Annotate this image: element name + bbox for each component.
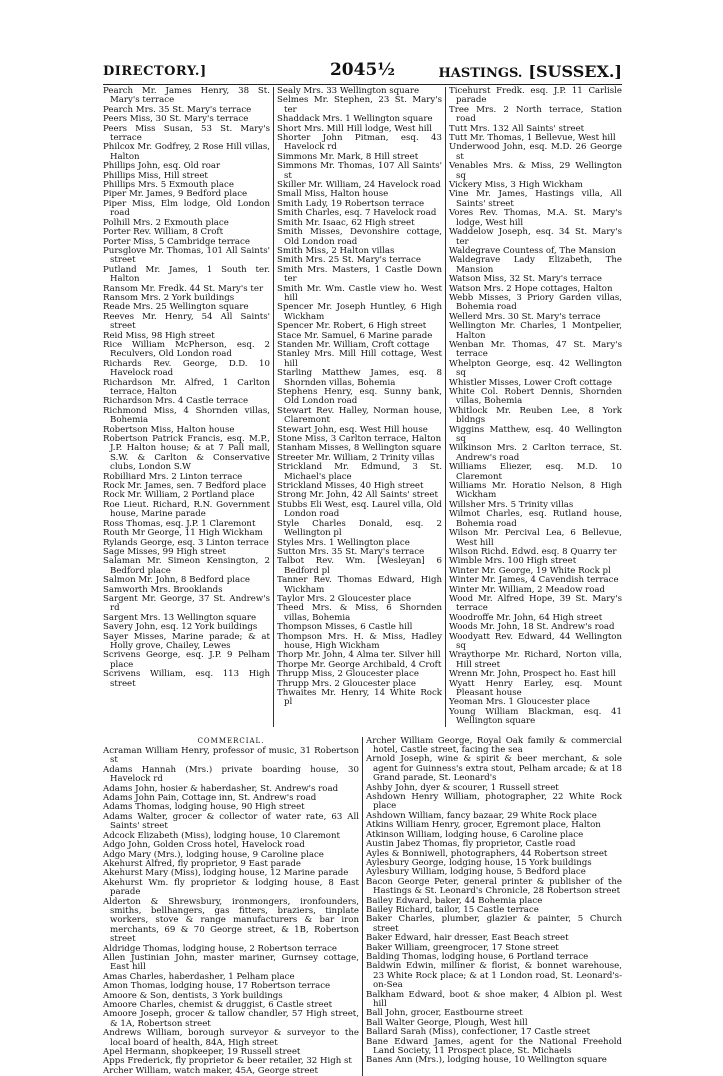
directory-entry: Thorpe Mr. George Archibald, 4 Croft: [277, 659, 442, 670]
directory-entry: Wiggins Matthew, esq. 40 Wellington sq: [449, 424, 622, 445]
commercial-list-left: [103, 747, 359, 1076]
directory-entry: Ransom Mr. Fredk. 44 St. Mary's ter: [103, 283, 264, 294]
directory-entry: Reade Mrs. 25 Wellington square: [103, 302, 249, 313]
directory-entry: Talbot Rev. Wm. [Wesleyan] 6 Bedford pl: [277, 556, 442, 576]
directory-entry: Thompson Mrs. H. & Miss, Hadley house, High Wickham: [277, 631, 442, 651]
directory-entry: Waldegrave Countess of, The Mansion: [449, 245, 616, 256]
directory-entry: Spencer Mr. Robert, 6 High street: [277, 321, 427, 332]
directory-entry: Sargent Mr. George, 37 St. Andrew's rd: [103, 593, 270, 614]
directory-entry: Rock Mr. William, 2 Portland place: [103, 490, 255, 501]
directory-entry: Richards Rev. George, D.D. 10 Havelock road: [103, 358, 270, 379]
directory-entry: Woods Mr. John, 18 St. Andrew's road: [449, 622, 615, 633]
directory-entry: Adcock Elizabeth (Miss), lodging house, 10 Claremont: [103, 830, 340, 841]
directory-entry: Yeoman Mrs. 1 Gloucester place: [449, 697, 590, 708]
directory-entry: Pearch Mrs. 35 St. Mary's terrace: [103, 104, 252, 115]
directory-entry: Ransom Mrs. 2 York buildings: [103, 292, 235, 303]
directory-entry: Sage Misses, 99 High street: [103, 546, 226, 557]
town-name: HASTINGS.: [438, 66, 523, 81]
directory-entry: Simmons Mr. Thomas, 107 All Saints' st: [277, 161, 442, 181]
directory-entry: Williams Mr. Horatio Nelson, 8 High Wickham: [449, 481, 622, 501]
directory-entry: Polhill Mrs. 2 Exmouth place: [103, 217, 229, 228]
directory-entry: Taylor Mrs. 2 Gloucester place: [277, 593, 412, 604]
directory-entry: Adams John Pain, Cottage inn, St. Andrew's road: [103, 793, 317, 804]
directory-entry: Sayer Misses, Marine parade; & at Holly grove, Chailey, Lewes: [103, 631, 270, 651]
residents-column-3: [445, 87, 622, 727]
directory-entry: Sealy Mrs. 33 Wellington square: [277, 86, 420, 96]
commercial-column-2: [362, 737, 622, 1076]
directory-entry: Wilkinson Mrs. 2 Carlton terrace, St. Andrew's road: [449, 443, 622, 463]
directory-entry: Smith Mrs. Masters, 1 Castle Down ter: [277, 264, 442, 285]
directory-entry: Smith Mr. Wm. Castle view ho. West hill: [277, 283, 442, 303]
directory-entry: Ashdown Henry William, photographer, 22 White Rock place: [366, 792, 622, 812]
directory-entry: Thwaites Mr. Henry, 14 White Rock pl: [277, 688, 442, 708]
commercial-list-right: [366, 737, 622, 1066]
directory-entry: Skiller Mr. William, 24 Havelock road: [277, 180, 441, 191]
directory-entry: Stanley Mrs. Mill Hill cottage, West hill: [277, 349, 442, 369]
directory-entry: Balkham Edward, boot & shoe maker, 4 Albion pl. West hill: [366, 989, 622, 1009]
directory-entry: Wraythorpe Mr. Richard, Norton villa, Hill street: [449, 650, 622, 670]
directory-entry: Amoore & Son, dentists, 3 York buildings: [103, 990, 283, 1001]
directory-entry: Ross Thomas, esq. J.P. 1 Claremont: [103, 518, 256, 529]
residents-column-2: [273, 87, 445, 727]
directory-entry: Andrews William, borough surveyor & surveyor to the local board of health, 84A, High street: [103, 1028, 359, 1048]
directory-entry: Banes Ann (Mrs.), lodging house, 10 Wellington square: [366, 1055, 607, 1066]
county-name: [SUSSEX.]: [528, 62, 622, 81]
directory-entry: Wood Mr. Alfred Hope, 39 St. Mary's terrace: [449, 593, 622, 614]
directory-entry: Aldridge Thomas, lodging house, 2 Robertson terrace: [103, 943, 337, 954]
directory-entry: Amoore Charles, chemist & druggist, 6 Castle street: [103, 1000, 333, 1010]
directory-entry: Vickery Miss, 3 High Wickham: [449, 180, 583, 191]
directory-entry: Robertson Patrick Francis, esq. M.P., J.P. Halton house; & at 7 Pall mall, S.W. & Carlton & Conservative clubs, London S.W: [103, 434, 270, 473]
directory-entry: Amoore Joseph, grocer & tallow chandler, 57 High street, & 1A, Robertson street: [103, 1009, 359, 1029]
directory-entry: Smith Mrs. 25 St. Mary's terrace: [277, 255, 421, 266]
directory-entry: Phillips John, esq. Old roar: [103, 161, 221, 172]
directory-entry: Reid Miss, 98 High street: [103, 330, 215, 341]
directory-entry: Stanham Misses, 8 Wellington square: [277, 443, 442, 454]
directory-entry: Watson Miss, 32 St. Mary's terrace: [449, 274, 602, 285]
directory-entry: Scrivens William, esq. 113 High street: [103, 669, 270, 689]
directory-entry: Thrupp Mrs. 2 Gloucester place: [277, 678, 416, 689]
directory-entry: Smith Miss, 2 Halton villas: [277, 245, 395, 256]
directory-entry: Ballard Sarah (Miss), confectioner, 17 Castle street: [366, 1027, 591, 1038]
directory-entry: Robertson Miss, Halton house: [103, 424, 235, 435]
directory-entry: Underwood John, esq. M.D. 26 George st: [449, 142, 622, 162]
directory-entry: Winter Mr. James, 4 Cavendish terrace: [449, 575, 619, 586]
directory-entry: Wilmot Charles, esq. Rutland house, Bohemia road: [449, 509, 622, 529]
directory-entry: Smith Misses, Devonshire cottage, Old London road: [277, 227, 442, 247]
directory-entry: Salaman Mr. Simeon Kensington, 2 Bedford place: [103, 556, 270, 576]
directory-entry: Theed Mrs. & Miss, 6 Shornden villas, Bohemia: [277, 603, 442, 623]
directory-entry: Reeves Mr. Henry, 54 All Saints' street: [103, 311, 270, 332]
directory-entry: Simmons Mr. Mark, 8 Hill street: [277, 151, 419, 162]
directory-entry: Savery John, esq. 12 York buildings: [103, 622, 258, 633]
directory-entry: Wilson Richd. Edwd. esq. 8 Quarry ter: [449, 546, 617, 557]
directory-entry: Porter Rev. William, 8 Croft: [103, 227, 224, 238]
directory-entry: Adams Hannah (Mrs.) private boarding house, 30 Havelock rd: [103, 764, 359, 785]
directory-entry: Richardson Mr. Alfred, 1 Carlton terrace, Halton: [103, 377, 270, 397]
directory-entry: Stone Miss, 3 Carlton terrace, Halton: [277, 434, 442, 445]
directory-entry: Ticehurst Fredk. esq. J.P. 11 Carlisle parade: [449, 86, 622, 106]
directory-entry: Wellerd Mrs. 30 St. Mary's terrace: [449, 311, 601, 322]
directory-entry: Strickland Mr. Edmund, 3 St. Michael's place: [277, 462, 442, 482]
commercial-column-1: [103, 737, 362, 1076]
directory-entry: Pursglove Mr. Thomas, 101 All Saints' street: [103, 245, 270, 266]
directory-entry: Bacon George Peter, general printer & publisher of the Hastings & St. Leonard's Chronicle, 28 Robertson street: [366, 876, 622, 897]
directory-entry: Watson Mrs. 2 Hope cottages, Halton: [449, 283, 613, 294]
directory-entry: Venables Mrs. & Miss, 29 Wellington sq: [449, 161, 622, 181]
directory-entry: Phillips Mrs. 5 Exmouth place: [103, 180, 234, 191]
directory-entry: Strong Mr. John, 42 All Saints' street: [277, 490, 438, 501]
directory-entry: Baldwin Edwin, milliner & florist, & bonnet warehouse, 23 White Rock place; & at 1 London road, St. Leonard's-on-Sea: [366, 961, 622, 991]
directory-entry: Ashby John, dyer & scourer, 1 Russell street: [366, 782, 559, 793]
directory-entry: Whelpton George, esq. 42 Wellington sq: [449, 358, 622, 379]
directory-entry: Peers Miss Susan, 53 St. Mary's terrace: [103, 123, 270, 144]
directory-entry: Peers Miss, 30 St. Mary's terrace: [103, 114, 249, 125]
directory-entry: Streeter Mr. William, 2 Trinity villas: [277, 452, 435, 463]
directory-entry: Tutt Mr. Thomas, 1 Bellevue, West hill: [449, 133, 616, 144]
section-title-commercial: COMMERCIAL.: [197, 736, 265, 745]
directory-entry: Rock Mr. James, sen. 7 Bedford place: [103, 481, 267, 492]
directory-entry: Webb Misses, 3 Priory Garden villas, Bohemia road: [449, 292, 622, 313]
directory-entry: Adgo Mary (Mrs.), lodging house, 9 Caroline place: [103, 849, 324, 860]
directory-entry: Bailey Richard, tailor, 15 Castle terrace: [366, 904, 539, 915]
directory-entry: Acraman William Henry, professor of music, 31 Robertson st: [103, 746, 359, 766]
directory-entry: Tree Mrs. 2 North terrace, Station road: [449, 104, 622, 125]
directory-entry: Adams John, hosier & haberdasher, St. Andrew's road: [103, 783, 339, 794]
directory-entry: Ball John, grocer, Eastbourne street: [366, 1008, 523, 1019]
directory-entry: Ball Walter George, Plough, West hill: [366, 1017, 528, 1028]
directory-entry: Stubbs Eli West, esq. Laurel villa, Old London road: [277, 499, 442, 520]
directory-entry: Porter Miss, 5 Cambridge terrace: [103, 236, 250, 247]
directory-entry: Amas Charles, haberdasher, 1 Pelham place: [103, 971, 295, 982]
directory-entry: Bailey Edward, baker, 44 Bohemia place: [366, 895, 543, 906]
directory-entry: Woodroffe Mr. John, 64 High street: [449, 612, 603, 623]
directory-entry: Baker William, greengrocer, 17 Stone street: [366, 942, 559, 953]
directory-entry: Pearch Mr. James Henry, 38 St. Mary's terrace: [103, 86, 270, 106]
directory-entry: Austin Jabez Thomas, fly proprietor, Castle road: [366, 839, 576, 850]
directory-entry: Alderton & Shrewsbury, ironmongers, ironfounders, smiths, bellhangers, gas fitters, braziers, tinplate workers, stove & range manufacturers & bar iron merchants, 69 & 70 George street, & 1B, Robertson street: [103, 896, 359, 945]
directory-entry: Winter Mr. William, 2 Meadow road: [449, 584, 606, 595]
directory-entry: Starling Matthew James, esq. 8 Shornden villas, Bohemia: [277, 368, 442, 388]
directory-entry: Vores Rev. Thomas, M.A. St. Mary's lodge, West hill: [449, 208, 622, 228]
directory-entry: Thrupp Miss, 2 Gloucester place: [277, 669, 419, 680]
running-head-right: [438, 62, 622, 81]
directory-entry: Standen Mr. William, Croft cottage: [277, 339, 430, 350]
directory-entry: Allen Justinian John, master mariner, Gurnsey cottage, East hill: [103, 952, 359, 973]
commercial-section: [103, 737, 622, 1076]
directory-entry: Philcox Mr. Godfrey, 2 Rose Hill villas, Halton: [103, 142, 270, 162]
directory-entry: Akehurst Mary (Miss), lodging house, 12 Marine parade: [103, 868, 349, 879]
directory-entry: Aylesbury William, lodging house, 5 Bedford place: [366, 867, 586, 878]
directory-entry: Adgo John, Golden Cross hotel, Havelock road: [103, 840, 305, 851]
directory-entry: Shaddack Mrs. 1 Wellington square: [277, 114, 433, 125]
directory-entry: Wyatt Henry Earley, esq. Mount Pleasant house: [449, 678, 622, 698]
directory-entry: Young William Blackman, esq. 41 Wellington square: [449, 706, 622, 727]
page-header: [103, 60, 622, 85]
directory-entry: Waldegrave Lady Elizabeth, The Mansion: [449, 255, 622, 275]
directory-entry: Routh Mr George, 11 High Wickham: [103, 528, 263, 539]
directory-entry: Apps Frederick, fly proprietor & beer retailer, 32 High st: [103, 1056, 352, 1067]
directory-entry: Smith Charles, esq. 7 Havelock road: [277, 208, 437, 219]
directory-entry: Smith Lady, 19 Robertson terrace: [277, 198, 425, 209]
directory-entry: Apel Hermann, shopkeeper, 19 Russell street: [103, 1047, 301, 1058]
directory-entry: Balding Thomas, lodging house, 6 Portland terrace: [366, 951, 589, 962]
directory-entry: White Col. Robert Dennis, Shornden villas, Bohemia: [449, 387, 622, 407]
directory-entry: Archer William George, Royal Oak family & commercial hotel, Castle street, facing the sea: [366, 735, 622, 756]
directory-entry: Rylands George, esq. 3 Linton terrace: [103, 537, 269, 548]
directory-entry: Ayles & Bonniwell, photographers, 44 Robertson street: [366, 848, 608, 859]
directory-entry: Wilson Mr. Percival Lea, 6 Bellevue, West hill: [449, 528, 622, 548]
directory-entry: Arnold Joseph, wine & spirit & beer merchant, & sole agent for Guinness's extra stout, Pelham arcade; & at 18 Grand parade, St. Leonard's: [366, 754, 622, 784]
directory-entry: Baker Charles, plumber, glazier & painter, 5 Church street: [366, 914, 622, 934]
directory-entry: Atkinson William, lodging house, 6 Caroline place: [366, 829, 584, 840]
directory-entry: Stewart John, esq. West Hill house: [277, 424, 428, 435]
residents-column-1: [103, 87, 273, 727]
private-residents-section: [103, 87, 622, 727]
directory-entry: Akehurst Alfred, fly proprietor, 9 East parade: [103, 858, 301, 869]
directory-entry: Stewart Rev. Halley, Norman house, Claremont: [277, 405, 442, 426]
directory-entry: Adams Thomas, lodging house, 90 High street: [103, 802, 305, 813]
directory-entry: Bane Edward James, agent for the National Freehold Land Society, 11 Prospect place, St. Michaels: [366, 1036, 622, 1057]
directory-entry: Rice William McPherson, esq. 2 Reculvers, Old London road: [103, 339, 270, 360]
directory-entry: Akehurst Wm. fly proprietor & lodging house, 8 East parade: [103, 877, 359, 898]
directory-entry: Williams Eliezer, esq. M.D. 10 Claremont: [449, 462, 622, 482]
directory-entry: Willsher Mrs. 5 Trinity villas: [449, 499, 574, 510]
directory-entry: Richardson Mrs. 4 Castle terrace: [103, 396, 249, 407]
directory-entry: Scrivens George, esq. J.P. 9 Pelham place: [103, 650, 270, 670]
directory-entry: Whistler Misses, Lower Croft cottage: [449, 377, 612, 388]
directory-entry: Salmon Mr. John, 8 Bedford place: [103, 575, 250, 586]
directory-entry: Woodyatt Rev. Edward, 44 Wellington sq: [449, 631, 622, 651]
directory-entry: Waddelow Joseph, esq. 34 St. Mary's ter: [449, 227, 622, 247]
directory-entry: Whitlock Mr. Reuben Lee, 8 York bldngs: [449, 405, 622, 426]
directory-entry: Wrenn Mr. John, Prospect ho. East hill: [449, 669, 616, 680]
directory-entry: Short Mrs. Mill Hill lodge, West hill: [277, 123, 432, 134]
directory-entry: Sargent Mrs. 13 Wellington square: [103, 612, 257, 623]
directory-page: [103, 60, 622, 1076]
directory-entry: Spencer Mr. Joseph Huntley, 6 High Wickham: [277, 302, 442, 322]
directory-entry: Thompson Misses, 6 Castle hill: [277, 622, 413, 633]
directory-entry: Piper Mr. James, 9 Bedford place: [103, 189, 248, 200]
directory-entry: Vine Mr. James, Hastings villa, All Saints' street: [449, 189, 622, 209]
directory-entry: Phillips Miss, Hill street: [103, 170, 208, 181]
directory-entry: Samworth Mrs. Brooklands: [103, 584, 223, 595]
directory-entry: Aylesbury George, lodging house, 15 York buildings: [366, 857, 592, 868]
page-number: 2045½: [329, 60, 396, 80]
directory-entry: Selmes Mr. Stephen, 23 St. Mary's ter: [277, 95, 442, 115]
directory-entry: Tanner Rev. Thomas Edward, High Wickham: [277, 575, 442, 595]
directory-entry: Winter Mr. George, 19 White Rock pl: [449, 565, 611, 576]
directory-entry: Archer William, watch maker, 45A, George street: [103, 1065, 318, 1076]
directory-entry: Tutt Mrs. 132 All Saints' street: [449, 123, 585, 134]
directory-entry: Stace Mr. Samuel, 6 Marine parade: [277, 330, 433, 341]
directory-entry: Roe Lieut. Richard, R.N. Government house, Marine parade: [103, 499, 270, 520]
directory-entry: Putland Mr. James, 1 South ter. Halton: [103, 264, 270, 285]
directory-entry: Atkins William Henry, grocer, Egremont place, Halton: [366, 820, 601, 831]
running-head-left: DIRECTORY.]: [103, 64, 207, 79]
directory-entry: Smith Mr. Isaac, 62 High street: [277, 217, 415, 228]
directory-entry: Robilliard Mrs. 2 Linton terrace: [103, 471, 243, 482]
directory-entry: Thorp Mr. John, 4 Alma ter. Silver hill: [277, 650, 441, 661]
directory-entry: Ashdown William, fancy bazaar, 29 White Rock place: [366, 810, 597, 821]
directory-entry: Wenban Mr. Thomas, 47 St. Mary's terrace: [449, 339, 622, 360]
directory-entry: Strickland Misses, 40 High street: [277, 481, 424, 492]
directory-entry: Shorter John Pitman, esq. 43 Havelock rd: [277, 133, 442, 153]
directory-entry: Baker Edward, hair dresser, East Beach street: [366, 933, 569, 944]
directory-entry: Small Miss, Halton house: [277, 189, 389, 200]
directory-entry: Stephens Henry, esq. Sunny bank, Old London road: [277, 387, 442, 407]
directory-entry: Adams Walter, grocer & collector of water rate, 63 All Saints' street: [103, 811, 359, 832]
directory-entry: Wimble Mrs. 100 High street: [449, 556, 577, 567]
directory-entry: Piper Miss, Elm lodge, Old London road: [103, 198, 270, 219]
directory-entry: Sutton Mrs. 35 St. Mary's terrace: [277, 546, 425, 557]
directory-entry: Styles Mrs. 1 Wellington place: [277, 537, 410, 548]
directory-entry: Style Charles Donald, esq. 2 Wellington pl: [277, 518, 442, 539]
directory-entry: Richmond Miss, 4 Shornden villas, Bohemia: [103, 405, 270, 426]
directory-entry: Wellington Mr. Charles, 1 Montpelier, Halton: [449, 321, 622, 341]
directory-entry: Amon Thomas, lodging house, 17 Robertson terrace: [103, 981, 331, 992]
